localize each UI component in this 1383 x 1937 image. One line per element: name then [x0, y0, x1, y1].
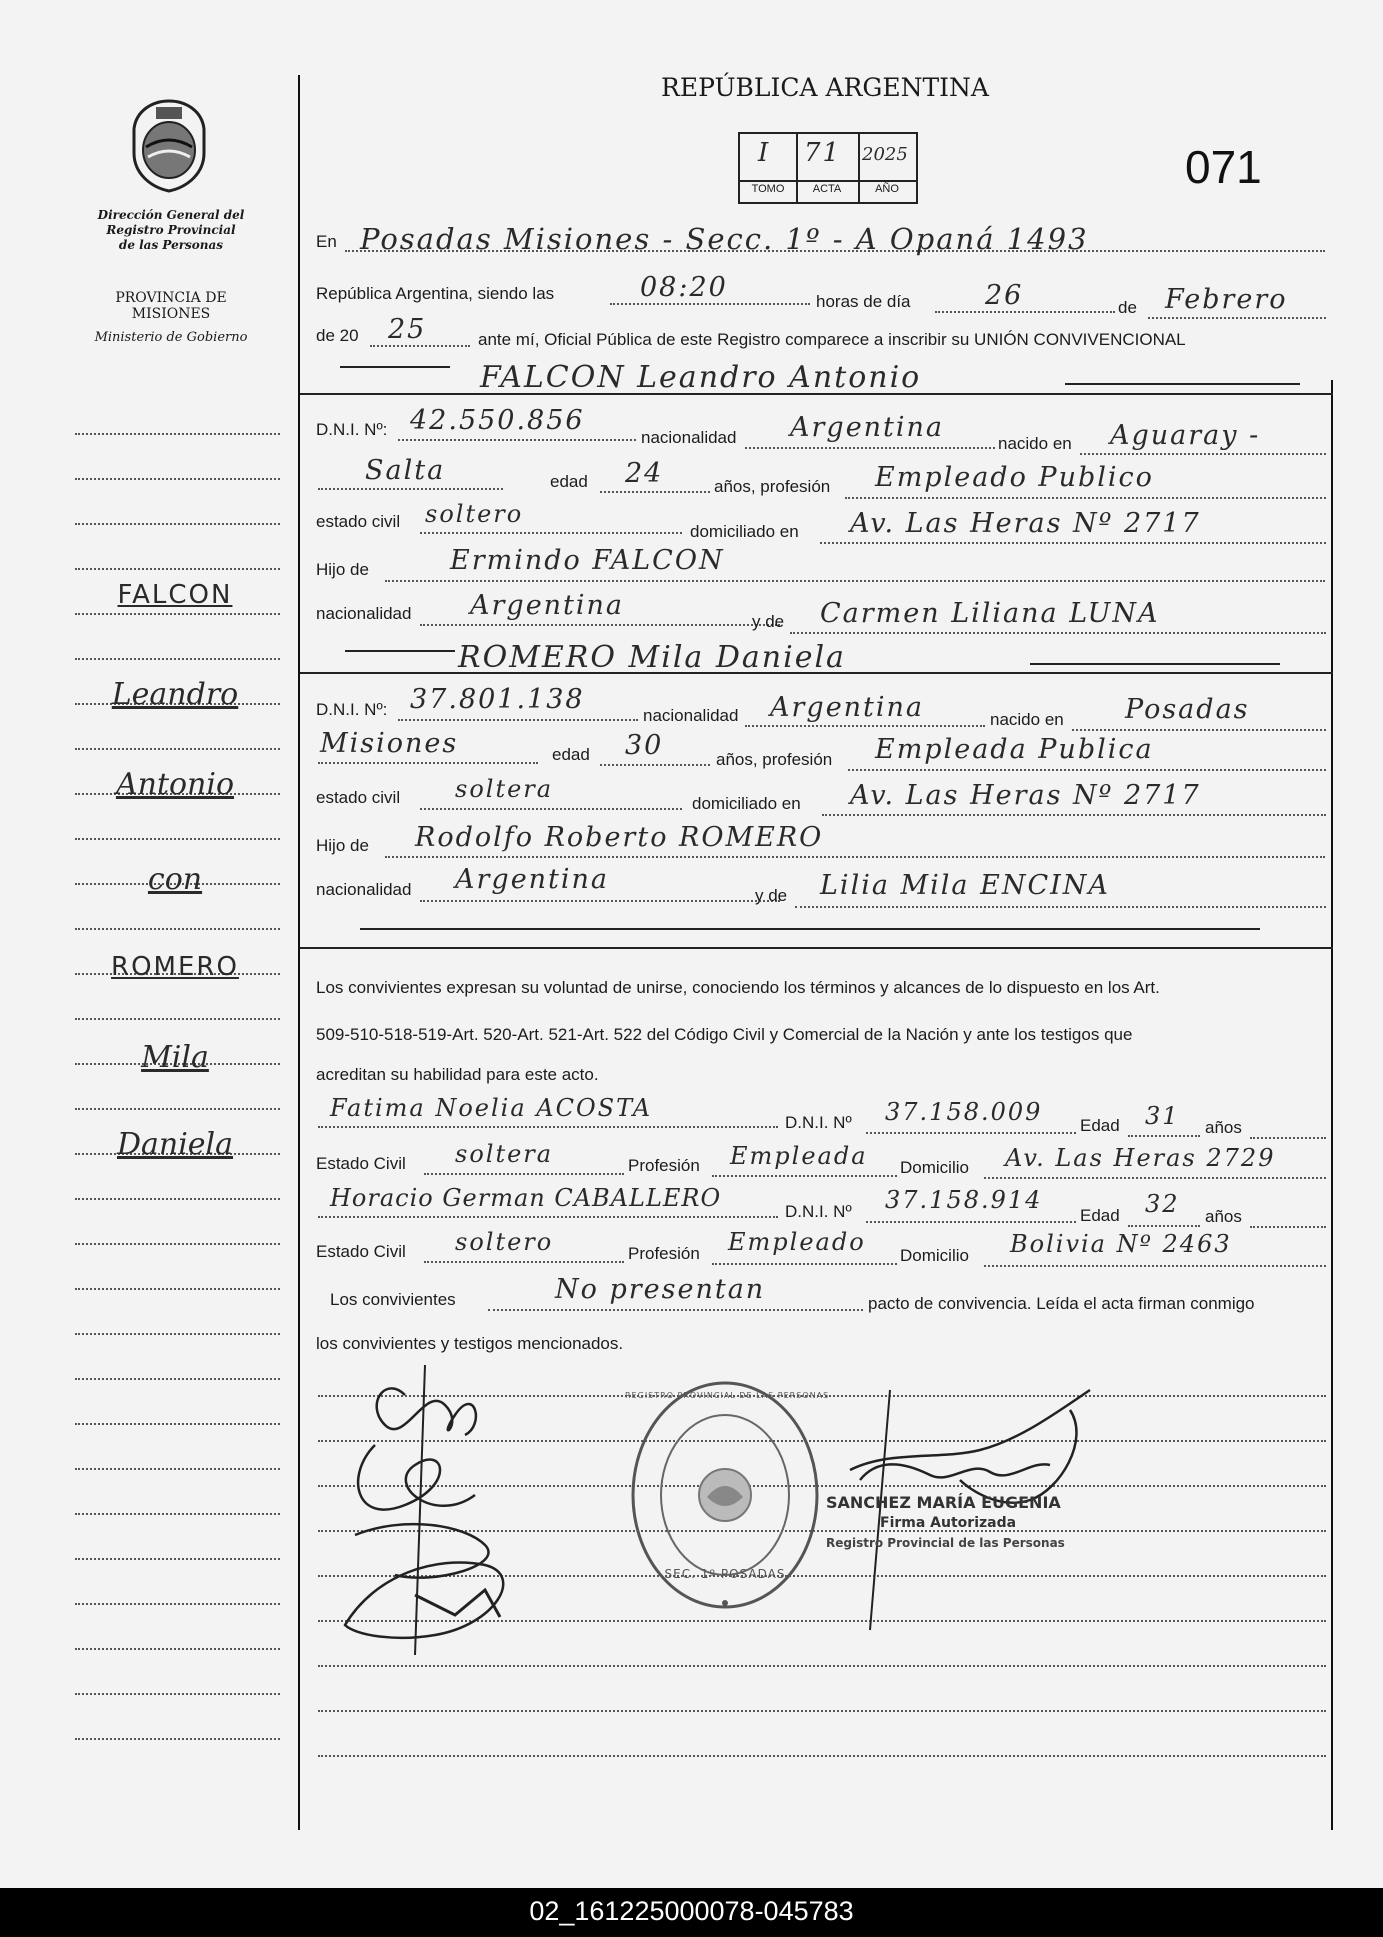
- p1-yde-label: y de: [752, 612, 785, 631]
- p1-nationality-value: Argentina: [790, 412, 945, 443]
- witness1-address: Av. Las Heras 2729: [1005, 1144, 1276, 1172]
- margin-line: [75, 1243, 280, 1245]
- acta-value: 71: [804, 138, 842, 168]
- p1-civil-value: soltero: [425, 500, 524, 528]
- margin-name: FALCON: [117, 580, 233, 610]
- margin-line: [75, 1378, 280, 1380]
- margin-line: [75, 838, 280, 840]
- margin-line: [75, 1198, 280, 1200]
- margin-line: [75, 478, 280, 480]
- margin-line: [75, 1108, 280, 1110]
- p2-profesion-label: años, profesión: [716, 750, 833, 769]
- left-border: [298, 75, 300, 1830]
- declaration-line: acreditan su habilidad para este acto.: [316, 1065, 599, 1084]
- anio-value: 2025: [862, 144, 908, 165]
- margin-name: Antonio: [115, 767, 235, 802]
- margin-name: Leandro: [111, 677, 239, 712]
- p1-mother-value: Carmen Liliana LUNA: [820, 598, 1160, 629]
- p1-nacido-label: nacido en: [998, 434, 1072, 453]
- republica-label: República Argentina, siendo las: [316, 284, 555, 303]
- province-line: PROVINCIA DE: [115, 290, 227, 306]
- year-prefix: de 20: [316, 326, 359, 345]
- de-label: de: [1118, 298, 1137, 317]
- seal-icon: [126, 95, 212, 195]
- margin-line: [75, 1693, 280, 1695]
- w1-dni-label: D.N.I. Nº: [785, 1113, 852, 1132]
- p2-nacionalidad-label: nacionalidad: [643, 706, 739, 725]
- margin-line: [75, 1648, 280, 1650]
- margin-line: [75, 748, 280, 750]
- margin-line: [75, 1333, 280, 1335]
- section-divider: [300, 947, 1333, 949]
- anio-label: AÑO: [875, 183, 899, 195]
- closing-suffix: pacto de convivencia. Leída el acta firman conmigo: [868, 1294, 1255, 1313]
- margin-line: [75, 1603, 280, 1605]
- acta-label: ACTA: [812, 183, 842, 195]
- p1-address-value: Av. Las Heras Nº 2717: [850, 508, 1201, 539]
- p2-edad-label: edad: [552, 745, 590, 764]
- margin-line: [75, 1558, 280, 1560]
- person2-name: ROMERO Mila Daniela: [458, 640, 846, 675]
- p2-mother-value: Lilia Mila ENCINA: [820, 870, 1110, 901]
- convivientes-signatures: [315, 1355, 555, 1655]
- p2-age-value: 30: [625, 730, 664, 761]
- p1-age-value: 24: [625, 458, 664, 489]
- stamp-bottom-text: SEC. 1º POSADAS: [664, 1567, 786, 1581]
- closing-pact-value: No presentan: [555, 1274, 766, 1305]
- record-number: 071: [1185, 141, 1262, 193]
- p2-father-nat-value: Argentina: [455, 864, 610, 895]
- margin-line: [75, 1018, 280, 1020]
- en-label: En: [316, 232, 337, 251]
- p1-father-value: Ermindo FALCON: [450, 545, 725, 576]
- w1-edad-label: Edad: [1080, 1116, 1120, 1135]
- record-box: [738, 132, 918, 204]
- p1-profession-value: Empleado Publico: [875, 462, 1154, 493]
- w2-anios-label: años: [1205, 1207, 1242, 1226]
- p1-domicilio-label: domiciliado en: [690, 522, 799, 541]
- witness1-name: Fatima Noelia ACOSTA: [330, 1094, 653, 1122]
- registry-title-line: Registro Provincial: [106, 223, 236, 237]
- registry-title: [86, 208, 256, 253]
- document-id: 02_161225000078-045783: [529, 1896, 854, 1926]
- closing-prefix: Los convivientes: [330, 1290, 456, 1309]
- w2-domicilio-label: Domicilio: [900, 1246, 969, 1265]
- time-value: 08:20: [640, 272, 728, 303]
- margin-line: [75, 658, 280, 660]
- margin-line: [75, 523, 280, 525]
- p1-profesion-label: años, profesión: [714, 477, 831, 496]
- witness1-civil: soltera: [455, 1140, 554, 1168]
- tomo-label: TOMO: [751, 183, 785, 195]
- p2-nacido-label: nacido en: [990, 710, 1064, 729]
- w1-domicilio-label: Domicilio: [900, 1158, 969, 1177]
- province-name: [86, 290, 256, 322]
- w1-profesion-label: Profesión: [628, 1156, 700, 1175]
- p2-address-value: Av. Las Heras Nº 2717: [850, 780, 1201, 811]
- witness2-dni: 37.158.914: [885, 1186, 1043, 1214]
- p2-hijo-label: Hijo de: [316, 836, 369, 855]
- margin-name: con: [147, 862, 203, 897]
- right-border: [1331, 380, 1333, 1830]
- p1-estado-label: estado civil: [316, 512, 401, 531]
- p2-dni-label: D.N.I. Nº:: [316, 700, 388, 719]
- margin-line: [75, 928, 280, 930]
- officer-name: SANCHEZ MARÍA EUGENIA: [826, 1493, 1061, 1512]
- p2-father-nat-label: nacionalidad: [316, 880, 412, 899]
- document-id-bar: [0, 1888, 1383, 1937]
- w1-estado-label: Estado Civil: [316, 1154, 406, 1173]
- margin-line: [75, 1423, 280, 1425]
- declaration-line: Los convivientes expresan su voluntad de unirse, conociendo los términos y alcances de lo dispuesto en los Art.: [316, 978, 1160, 997]
- margin-line: [75, 613, 280, 615]
- closing-line2: los convivientes y testigos mencionados.: [316, 1334, 624, 1353]
- p2-estado-label: estado civil: [316, 788, 401, 807]
- witness2-address: Bolivia Nº 2463: [1010, 1230, 1232, 1258]
- p2-birthplace-1: Posadas: [1125, 694, 1250, 725]
- witness1-profession: Empleada: [730, 1142, 868, 1170]
- margin-line: [75, 1738, 280, 1740]
- p1-father-nat-label: nacionalidad: [316, 604, 412, 623]
- year-value: 25: [388, 314, 427, 345]
- p2-civil-value: soltera: [455, 775, 554, 803]
- p1-birthplace-1: Aguaray -: [1110, 420, 1261, 451]
- witness1-age: 31: [1145, 1102, 1180, 1130]
- p1-father-nat-value: Argentina: [470, 590, 625, 621]
- witness2-profession: Empleado: [728, 1228, 866, 1256]
- p2-dni-value: 37.801.138: [410, 684, 585, 715]
- margin-line: [75, 1288, 280, 1290]
- margin-name: ROMERO: [111, 952, 239, 982]
- margin-name: Daniela: [116, 1127, 234, 1162]
- w2-edad-label: Edad: [1080, 1206, 1120, 1225]
- ministry-name: Ministerio de Gobierno: [94, 330, 248, 345]
- w2-dni-label: D.N.I. Nº: [785, 1202, 852, 1221]
- w2-estado-label: Estado Civil: [316, 1242, 406, 1261]
- p1-dni-label: D.N.I. Nº:: [316, 420, 388, 439]
- margin-line: [75, 1513, 280, 1515]
- official-stamp: [625, 1375, 830, 1615]
- statement-text: ante mí, Oficial Pública de este Registro comparece a inscribir su UNIÓN CONVIVENCIONAL: [478, 330, 1186, 349]
- margin-line: [75, 433, 280, 435]
- w1-anios-label: años: [1205, 1118, 1242, 1137]
- day-value: 26: [985, 280, 1024, 311]
- p1-birthplace-2: Salta: [365, 455, 446, 486]
- witness2-name: Horacio German CABALLERO: [330, 1184, 722, 1212]
- p2-father-value: Rodolfo Roberto ROMERO: [415, 822, 824, 853]
- witness1-dni: 37.158.009: [885, 1098, 1043, 1126]
- w2-profesion-label: Profesión: [628, 1244, 700, 1263]
- registry-title-line: Dirección General del: [97, 208, 245, 222]
- margin-line: [75, 1468, 280, 1470]
- person1-name: FALCON Leandro Antonio: [480, 360, 922, 395]
- officer-office: Registro Provincial de las Personas: [826, 1536, 1065, 1550]
- p2-profession-value: Empleada Publica: [875, 734, 1154, 765]
- stamp-circle-text: REGISTRO PROVINCIAL DE LAS PERSONAS: [625, 1391, 830, 1400]
- p1-edad-label: edad: [550, 472, 588, 491]
- horas-label: horas de día: [816, 292, 911, 311]
- country-heading: REPÚBLICA ARGENTINA: [661, 73, 989, 102]
- tomo-value: I: [758, 138, 771, 168]
- declaration-line: 509-510-518-519-Art. 520-Art. 521-Art. 522 del Código Civil y Comercial de la Nación y ante los testigos que: [316, 1025, 1133, 1044]
- month-value: Febrero: [1165, 284, 1288, 315]
- p2-yde-label: y de: [755, 886, 788, 905]
- p1-hijo-label: Hijo de: [316, 560, 369, 579]
- p2-birthplace-2: Misiones: [320, 728, 459, 759]
- witness2-civil: soltero: [455, 1228, 554, 1256]
- p2-domicilio-label: domiciliado en: [692, 794, 801, 813]
- officer-role: Firma Autorizada: [880, 1515, 1017, 1531]
- margin-line: [75, 568, 280, 570]
- signature-icon: [315, 1355, 555, 1655]
- p1-dni-value: 42.550.856: [410, 405, 585, 436]
- registry-seal: [126, 95, 212, 195]
- place-value: Posadas Misiones - Secc. 1º - A Opaná 1493: [360, 222, 1089, 256]
- province-line: MISIONES: [131, 306, 211, 322]
- margin-name: Mila: [141, 1040, 209, 1075]
- registry-title-line: de las Personas: [118, 238, 224, 252]
- p1-nacionalidad-label: nacionalidad: [641, 428, 737, 447]
- witness2-age: 32: [1145, 1190, 1180, 1218]
- p2-nationality-value: Argentina: [770, 692, 925, 723]
